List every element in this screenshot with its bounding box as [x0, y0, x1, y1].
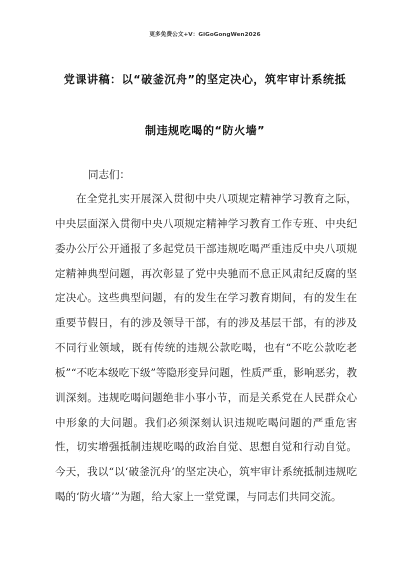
- header-note: 更多免费公文+V：GiGoGongWen2026: [149, 32, 261, 38]
- body-paragraph: 在全党扎实开展深入贯彻中央八项规定精神学习教育之际，中央层面深入贯彻中央八项规定精神学习教育工作专班、中央纪委办公厅公开通报了多起党员干部违规吃喝严重违反中央八项规定精神典型问题，再次彰显了党中央驰而不息正风肃纪反腐的坚定决心。这些典型问题，有的发生在学习教育期间，有的发生在重要节假日，有的涉及领导干部，有的涉及基层干部，有的涉及不同行业领域，既有传统的违规公款吃喝，也有“不吃公款吃老板”“不吃本级吃下级”等隐形变异问题，性质严重，影响恶劣，教训深刻。违规吃喝问题绝非小事小节，而是关系党在人民群众心中形象的大问题。我们必须深刻认识违规吃喝问题的严重危害性，切实增强抵制违规吃喝的政治自觉、思想自觉和行动自觉。今天，我以“以‘破釜沉舟’的坚定决心，筑牢审计系统抵制违规吃喝的‘防火墙’”为题，给大家上一堂党课，与同志们共同交流。: [55, 193, 357, 504]
- document-title-line-2: 制违规吃喝的“防火墙”: [144, 124, 266, 137]
- document-title-line-1: 党课讲稿：以“破釜沉舟”的坚定决心，筑牢审计系统抵: [63, 73, 347, 86]
- greeting: 同志们：: [88, 169, 130, 181]
